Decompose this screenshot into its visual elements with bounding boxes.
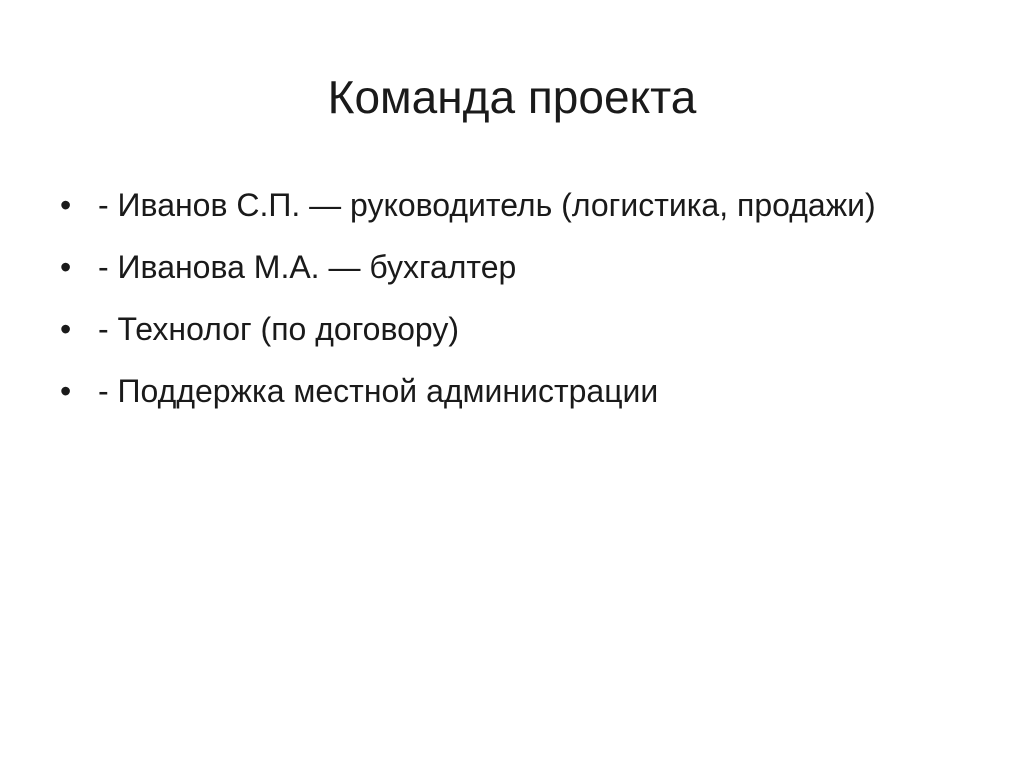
bullet-text: - Иванова М.А. — бухгалтер bbox=[98, 249, 517, 285]
bullet-item-leader bbox=[58, 182, 958, 228]
bullet-icon: • bbox=[60, 187, 72, 223]
bullet-item-accountant bbox=[58, 244, 958, 290]
bullet-icon: • bbox=[60, 249, 72, 285]
bullet-text: - Технолог (по договору) bbox=[98, 311, 459, 347]
bullet-text: - Поддержка местной администрации bbox=[98, 373, 659, 409]
bullet-text: - Иванов С.П. — руководитель (логистика, продажи) bbox=[98, 187, 876, 223]
bullet-item-support bbox=[58, 368, 958, 414]
slide-title: Команда проекта bbox=[327, 71, 697, 123]
bullet-item-technologist bbox=[58, 306, 958, 352]
bullet-icon: • bbox=[60, 311, 72, 347]
bullet-icon: • bbox=[60, 373, 72, 409]
bullet-list bbox=[58, 182, 958, 430]
